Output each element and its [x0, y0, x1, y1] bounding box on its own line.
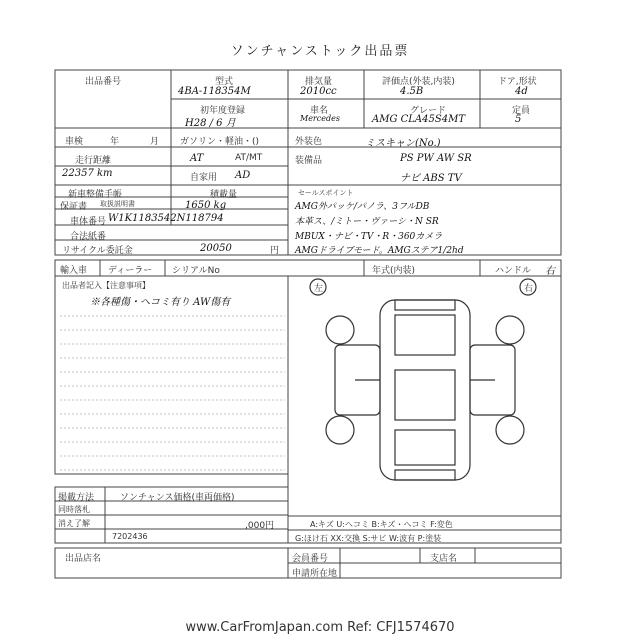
listing-method-label: 掲載方法 [58, 493, 95, 503]
reserve-label: 同時落札 [58, 505, 90, 514]
new-warranty-label: 新車整備手帳 [68, 190, 123, 200]
fuel-label: ガソリン・軽油・() [180, 137, 260, 147]
handle-label: ハンドル [495, 266, 532, 276]
model-label: 型式 [215, 77, 234, 87]
footer-ref: www.CarFromJapan.com Ref: CFJ1574670 [185, 620, 455, 635]
year-model-label: 年式(内装) [372, 266, 416, 276]
score-label: 評価点(外装,内装) [382, 77, 455, 87]
use-label: 自家用 [190, 173, 218, 183]
note-line-1: ※各種傷・ヘコミ有り AW傷有 [90, 297, 231, 308]
sales-point-3: MBUX・ナビ・TV・R・360カメラ [295, 232, 443, 242]
doors-value: 4d [515, 86, 528, 97]
dealer-name-label: 出品店名 [65, 554, 102, 564]
score-value: 4.5B [400, 86, 424, 97]
car-name-value: Mercedes [300, 114, 340, 123]
page-title: ソンチャンストック出品票 [230, 44, 410, 59]
year-label: 年 [110, 137, 120, 147]
recycle-label: リサイクル委託金 [62, 246, 133, 256]
dealer-label: ディーラー [108, 266, 153, 276]
car-diagram [310, 279, 536, 480]
warranty-label: 保証書 [60, 202, 88, 212]
load-label: 積載量 [210, 190, 238, 200]
recycle-value: 20050 [200, 243, 232, 254]
listing-code: 7202436 [112, 532, 148, 541]
grade-label: グレード [410, 106, 447, 116]
capacity-label: 定員 [512, 106, 531, 116]
first-reg-value: H28 / 6 月 [185, 118, 236, 129]
branch-label: 支店名 [430, 554, 458, 564]
equipment-2-value: ナビ ABS TV [400, 173, 462, 184]
displacement-value: 2010cc [300, 86, 337, 97]
yen-unit-label: ,000円 [245, 521, 275, 531]
cancel-place-label: 申請所在地 [292, 569, 338, 579]
right-label: 右 [524, 284, 534, 294]
mileage-value: 22357 km [62, 168, 113, 179]
handle-value: 右 [545, 266, 555, 277]
chassis-value: W1K1183542N118794 [108, 213, 224, 224]
sales-point-label: セールスポイント [298, 189, 354, 197]
yen-label: 円 [270, 246, 280, 256]
approx-label: 消え了解 [58, 519, 90, 528]
color-value: ミスキャン(No.) [365, 138, 441, 149]
transmission-label: AT/MT [235, 153, 263, 163]
sales-point-2: 本革ス、/ミトー・ヴァーシ・N SR [295, 217, 439, 227]
inspection-label: 車検 [65, 137, 84, 147]
month-label: 月 [150, 137, 160, 147]
equipment-label: 装備品 [295, 156, 323, 166]
legend-row-2: G:ほけ石 XX:交換 S:サビ W:波有 P:塗装 [295, 534, 442, 543]
equipment-1-value: PS PW AW SR [400, 153, 472, 164]
use-value: AD [235, 170, 251, 181]
car-name-label: 車名 [310, 106, 329, 116]
lot-no-label: 出品番号 [85, 77, 122, 87]
chassis-label: 車体番号 [70, 217, 107, 227]
member-no-label: 会員番号 [292, 554, 329, 564]
left-label: 左 [314, 284, 324, 294]
color-label: 外装色 [295, 137, 323, 147]
dealer-seal-label: 合法紙番 [70, 232, 107, 242]
model-code-value: 4BA-118354M [178, 86, 251, 97]
mileage-label: 走行距離 [75, 156, 112, 166]
serial-label: シリアルNo [172, 266, 220, 276]
first-reg-label: 初年度登録 [200, 106, 246, 116]
sales-point-1: AMG外パッケ/パノラ、3フルDB [295, 202, 430, 212]
transmission-value: AT [190, 153, 204, 164]
report-header: 出品者記入【注意事項】 [62, 281, 150, 290]
capacity-value: 5 [515, 114, 522, 125]
grade-value: AMG CLA45S4MT [372, 114, 465, 125]
manual-label: 取扱説明書 [100, 200, 135, 208]
legend-row-1: A:キズ U:ヘコミ B:キズ・ヘコミ F:変色 [310, 520, 453, 529]
sales-point-4: AMGドライブモード。AMGステア1/2hd [295, 246, 464, 256]
doors-label: ドア,形状 [498, 77, 537, 87]
displacement-label: 排気量 [305, 77, 333, 87]
price-label: ソンチャンス価格(車両価格) [120, 493, 235, 503]
import-label: 輸入車 [60, 266, 88, 276]
load-value: 1650 kg [185, 200, 227, 211]
